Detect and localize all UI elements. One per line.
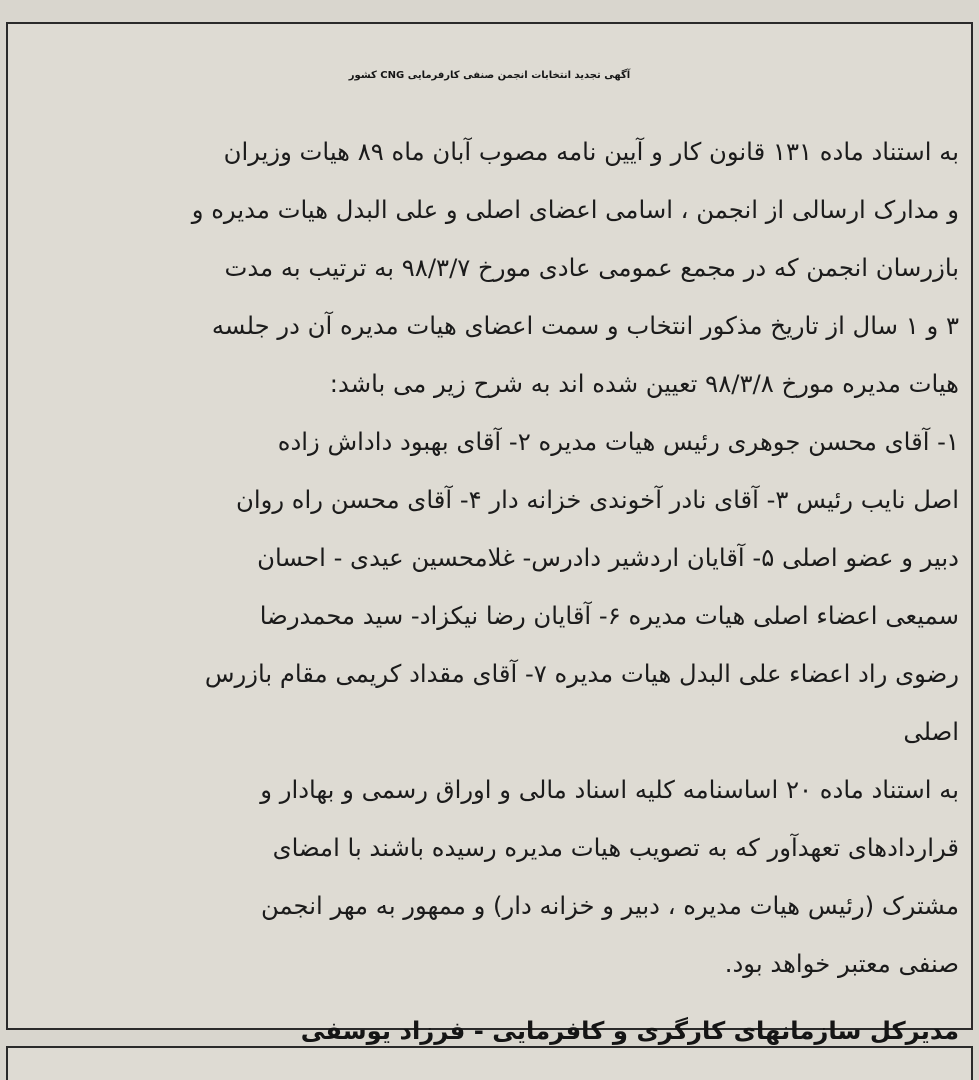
body-line: مشترک (رئیس هیات مدیره ، دبیر و خزانه دار) و ممهور به مهر انجمن: [260, 891, 959, 920]
body-line: هیات مدیره مورخ ۹۸/۳/۸ تعیین شده اند به شرح زیر می باشد:: [329, 369, 959, 398]
body-line: دبیر و عضو اصلی ۵- آقایان اردشیر دادرس- غلامحسین عیدی - احسان: [257, 543, 959, 572]
body-line: صنفی معتبر خواهد بود.: [724, 949, 959, 978]
body-line: بازرسان انجمن که در مجمع عمومی عادی مورخ ۹۸/۳/۷ به ترتیب به مدت: [224, 253, 959, 282]
body-line: ۱- آقای محسن جوهری رئیس هیات مدیره ۲- آقای بهبود داداش زاده: [277, 427, 959, 456]
next-notice-border: [6, 1046, 973, 1080]
body-line: و مدارک ارسالی از انجمن ، اسامی اعضای اصلی و علی البدل هیات مدیره و: [191, 195, 959, 224]
notice-title: آگهی تجدید انتخابات انجمن صنفی کارفرمایی CNG کشور: [348, 70, 631, 81]
body-line: به استناد ماده ۱۳۱ قانون کار و آیین نامه مصوب آبان ماه ۸۹ هیات وزیران: [223, 137, 959, 166]
body-line: اصلی: [903, 717, 959, 746]
body-line: رضوی راد اعضاء علی البدل هیات مدیره ۷- آقای مقداد کریمی مقام بازرس: [204, 659, 959, 688]
body-line: سمیعی اعضاء اصلی هیات مدیره ۶- آقایان رضا نیکزاد- سید محمدرضا: [259, 601, 959, 630]
notice-signature: مدیرکل سازمانهای کارگری و کافرمایی - فرزاد یوسفی: [300, 1016, 959, 1045]
body-line: اصل نایب رئیس ۳- آقای نادر آخوندی خزانه دار ۴- آقای محسن راه روان: [236, 485, 959, 514]
body-line: ۳ و ۱ سال از تاریخ مذکور انتخاب و سمت اعضای هیات مدیره آن در جلسه: [211, 311, 959, 340]
notice-box: [6, 22, 973, 1045]
body-line: به استناد ماده ۲۰ اساسنامه کلیه اسناد مالی و اوراق رسمی و بهادار و: [260, 775, 959, 804]
body-line: قراردادهای تعهدآور که به تصویب هیات مدیره رسیده باشند با امضای: [272, 833, 959, 862]
notice-body: [20, 123, 959, 993]
